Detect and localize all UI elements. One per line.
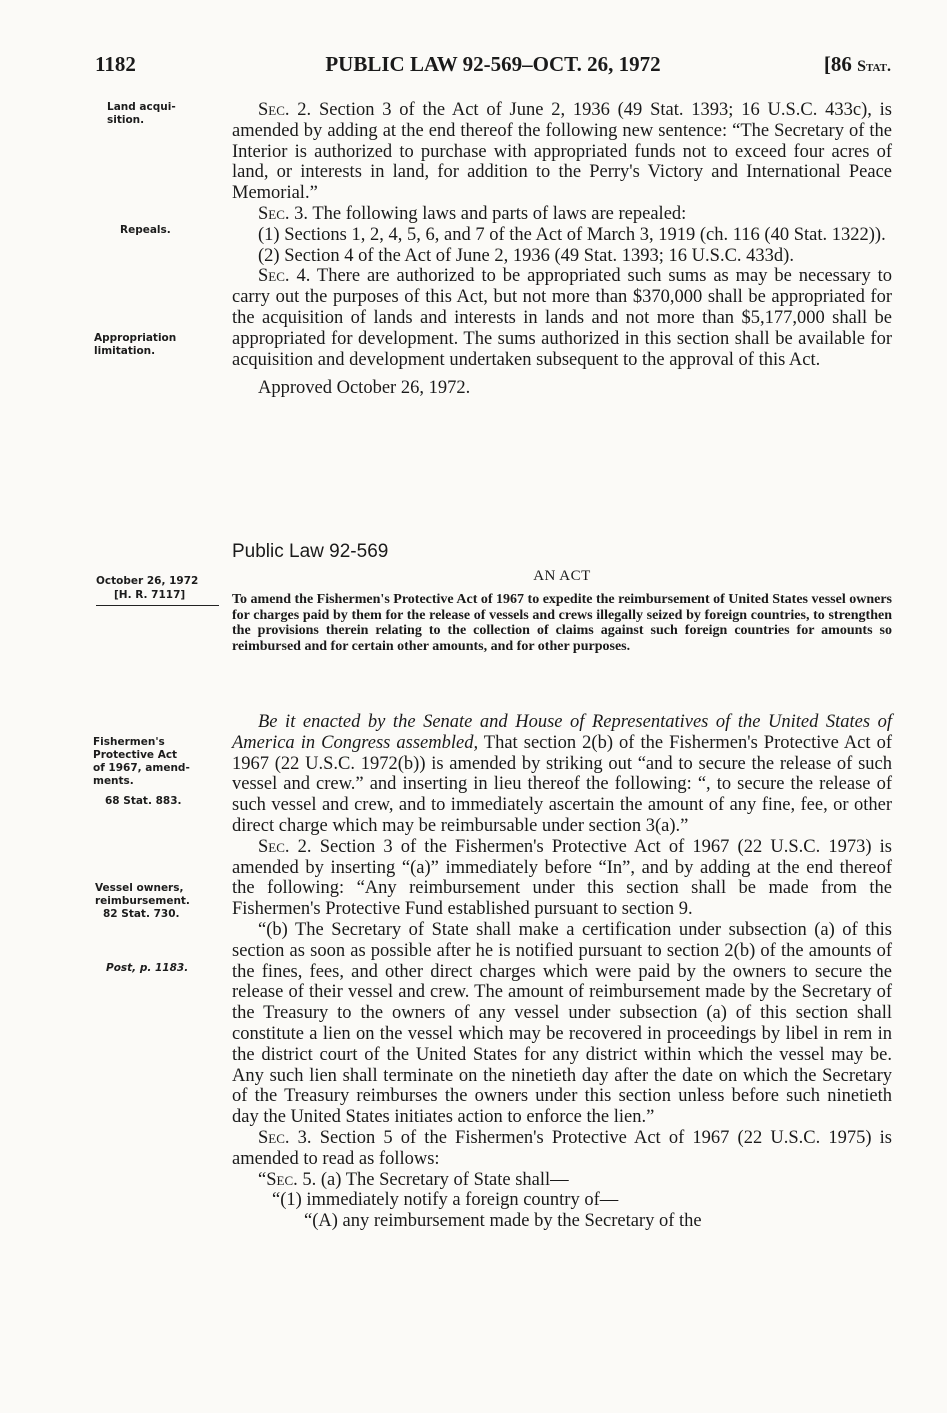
margin-note-repeals: Repeals.: [120, 224, 171, 236]
running-title: PUBLIC LAW 92-569–OCT. 26, 1972: [325, 52, 661, 76]
enacting-clause: Be it enacted by the Senate and House of Representatives of the United States of America in Congress assembled, That section 2(b) of the Fishermen's Protective Act of 1967 (22 U.S.C. 1972(b)) is amended by striking out “and to secure the release of such vessel and crew.” and inserting in lieu thereof the following: “, to secure the release of such vessel and crew, and to immediately ascertain the amount of any fine, fee, or other direct charge which may be reimbursable under section 3(a).”: [232, 712, 892, 836]
approval-line: Approved October 26, 1972.: [258, 378, 471, 399]
margin-note-appropriation: Appropriation limitation.: [94, 332, 177, 357]
item-1-paragraph: “(1) immediately notify a foreign country of—: [272, 1190, 619, 1211]
section-label: Sec. 2.: [258, 836, 312, 857]
public-law-title: Public Law 92-569: [232, 541, 389, 562]
section-5a-paragraph: “Sec. 5. (a) The Secretary of State shall—: [258, 1169, 569, 1190]
section-label: Sec. 3.: [258, 203, 309, 224]
section-label: Sec. 4.: [258, 266, 311, 287]
margin-note-82-stat: 82 Stat. 730.: [103, 908, 180, 920]
public-law-body: [232, 712, 892, 1232]
repeal-item-1: (1) Sections 1, 2, 4, 5, 6, and 7 of the Act of March 3, 1919 (ch. 116 (40 Stat. 1322)).: [258, 224, 886, 245]
section-2-paragraph: Sec. 2. Section 3 of the Act of June 2, 1936 (49 Stat. 1393; 16 U.S.C. 433c), is amended by adding at the end thereof the following new sentence: “The Secretary of the Interior is authorized to purchase with appropriated funds not to exceed four acres of land, or interests in land, for addition to the Perry's Victory and International Peace Memorial.”: [232, 100, 892, 204]
section-3-paragraph: Sec. 3. Section 5 of the Fishermen's Protective Act of 1967 (22 U.S.C. 1975) is amended to read as follows:: [232, 1127, 893, 1169]
margin-note-68-stat: 68 Stat. 883.: [105, 795, 182, 807]
margin-note-date: October 26, 1972: [96, 575, 199, 587]
section-4-paragraph: Sec. 4. There are authorized to be appropriated such sums as may be necessary to carry out the purposes of this Act, but not more than $370,000 shall be appropriated for the acquisition of lands and interests in lands and not more than $5,177,000 shall be appropriated for development. The sums authorized in this section shall be available for acquisition and development undertaken subsequent to the approval of this Act.: [232, 266, 892, 370]
section-label: Sec. 2.: [258, 100, 312, 120]
item-a-paragraph: “(A) any reimbursement made by the Secretary of the: [304, 1211, 702, 1232]
section-3-paragraph: Sec. 3. The following laws and parts of laws are repealed:: [258, 203, 687, 224]
section-2-paragraph: Sec. 2. Section 3 of the Fishermen's Protective Act of 1967 (22 U.S.C. 1973) is amended by inserting “(a)” immediately before “In”, and by adding at the end thereof the following: “Any reimbursement under this section shall be made from the Fishermen's Protective Fund established pursuant to section 9.: [232, 836, 893, 920]
section-label: Sec. 5.: [266, 1169, 317, 1190]
margin-note-fishermens-act: Fishermen's Protective Act of 1967, amend- ments.: [93, 736, 190, 787]
margin-note-vessel-owners: Vessel owners, reimbursement.: [95, 882, 190, 907]
margin-rule: [96, 605, 219, 606]
statute-prefix: [86: [823, 52, 858, 76]
margin-note-post: Post, p. 1183.: [106, 962, 189, 974]
statute-volume: [824, 52, 891, 77]
an-act-heading: AN ACT: [533, 568, 591, 584]
enacting-formula: Be it enacted by the Senate and House of Representatives of the United States of America in Congress assembled,: [232, 712, 892, 753]
margin-note-land-acquisition: Land acqui- sition.: [107, 101, 176, 126]
repeal-item-2: (2) Section 4 of the Act of June 2, 1936 (49 Stat. 1393; 16 U.S.C. 433d).: [258, 245, 794, 266]
act-purpose: To amend the Fishermen's Protective Act of 1967 to expedite the reimbursement of United States vessel owners for charges paid by them for the release of vessels and crews illegally seized by foreign countries, to strengthen the provisions therein relating to the collection of claims against such foreign countries for amounts so reimbursed and for certain other amounts, and for other purposes.: [232, 592, 892, 654]
section-label: Sec. 3.: [258, 1127, 312, 1148]
margin-note-bill-number: [H. R. 7117]: [114, 589, 186, 601]
page-number: 1182: [95, 52, 136, 76]
previous-law-text: [232, 100, 892, 399]
page-header: [95, 52, 891, 82]
subsection-b-paragraph: “(b) The Secretary of State shall make a certification under subsection (a) of this section as soon as possible after he is notified pursuant to section 2(b) of the amounts of the fines, fees, and other direct charges which were paid by the owners to secure the release of their vessel and crew. The amount of reimbursement made by the Secretary of the Treasury to the owners of any vessel under subsection (a) of this section shall constitute a lien on the vessel which may be recovered in proceedings by libel in rem in the district court of the United States for any district within which the vessel may be. Any such lien shall terminate on the ninetieth day after the date on which the Secretary of the Treasury reimburses the owners under this section unless before such ninetieth day the United States initiates action to enforce the lien.”: [232, 919, 892, 1128]
statute-word: Stat.: [857, 58, 891, 75]
